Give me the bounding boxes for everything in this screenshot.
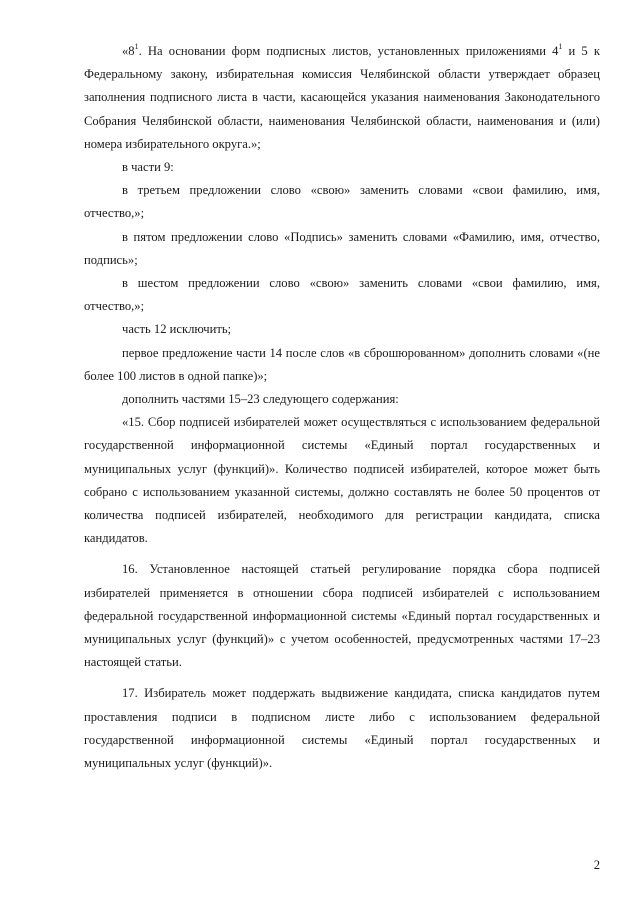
paragraph-15: «15. Сбор подписей избирателей может осуществляться с использованием федеральной государственной информационной системы «Единый портал государственных и муниципальных услуг (функций)». Количество подписей избирателей, которое может быть собрано с использованием указанной системы, должно составлять не более 50 процентов от количества подписей избирателей, необходимого для регистрации кандидата, списка кандидатов. — [84, 415, 600, 546]
superscript: 1 — [558, 42, 563, 51]
page-number: 2 — [593, 858, 600, 872]
paragraph-third-sentence: в третьем предложении слово «свою» заменить словами «свои фамилию, имя, отчество,»; — [84, 183, 600, 221]
document-body — [84, 40, 600, 775]
paragraph-add-parts: дополнить частями 15–23 следующего содержания: — [122, 392, 399, 407]
paragraph-8-1 — [84, 40, 600, 156]
paragraph-part-12: часть 12 исключить; — [122, 322, 232, 337]
text-fragment: . На основании форм подписных листов, установленных приложениями 4 — [138, 44, 559, 58]
paragraph-16: 16. Установленное настоящей статьей регулирование порядка сбора подписей избирателей применяется в отношении сбора подписей избирателей с использованием федеральной государственной информационной системы «Единый портал государственных и муниципальных услуг (функций)» с учетом особенностей, предусмотренных частями 17–23 настоящей статьи. — [84, 562, 600, 670]
paragraph-part-9: в части 9: — [122, 160, 174, 175]
paragraph-part-14: первое предложение части 14 после слов «в сброшюрованном» дополнить словами «(не более 100 листов в одной папке)»; — [84, 345, 600, 383]
paragraph-sixth-sentence: в шестом предложении слово «свою» заменить словами «свои фамилию, имя, отчество,»; — [84, 276, 600, 314]
paragraph-fifth-sentence: в пятом предложении слово «Подпись» заменить словами «Фамилию, имя, отчество, подпись»; — [84, 229, 600, 267]
superscript: 1 — [134, 42, 139, 51]
text-fragment: и 5 к Федеральному закону, избирательная комиссия Челябинской области утверждает образец заполнения подписного листа в части, касающейся указания наименования Законодательного Собрания Челябинской области, наименования Челябинской области, наименования и (или) номера избирательного округа.»; — [84, 44, 600, 151]
text-fragment: «8 — [122, 44, 135, 58]
paragraph-17: 17. Избиратель может поддержать выдвижение кандидата, списка кандидатов путем проставления подписи в подписном листе либо с использованием федеральной государственной информационной системы «Единый портал государственных и муниципальных услуг (функций)». — [84, 686, 600, 771]
